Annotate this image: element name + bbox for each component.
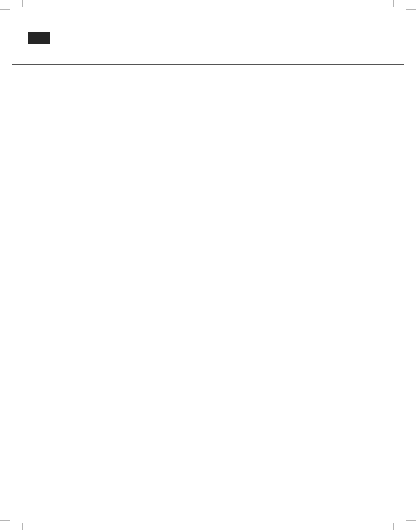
crop-mark [393, 523, 394, 530]
crop-mark [22, 0, 23, 7]
crop-mark [406, 9, 416, 10]
crop-mark [393, 0, 394, 7]
crop-mark [0, 9, 10, 10]
crop-mark [22, 523, 23, 530]
crop-mark [406, 520, 416, 521]
page-header [12, 28, 404, 44]
crop-mark [0, 520, 10, 521]
page-number [28, 32, 50, 44]
header-rule [12, 64, 404, 65]
